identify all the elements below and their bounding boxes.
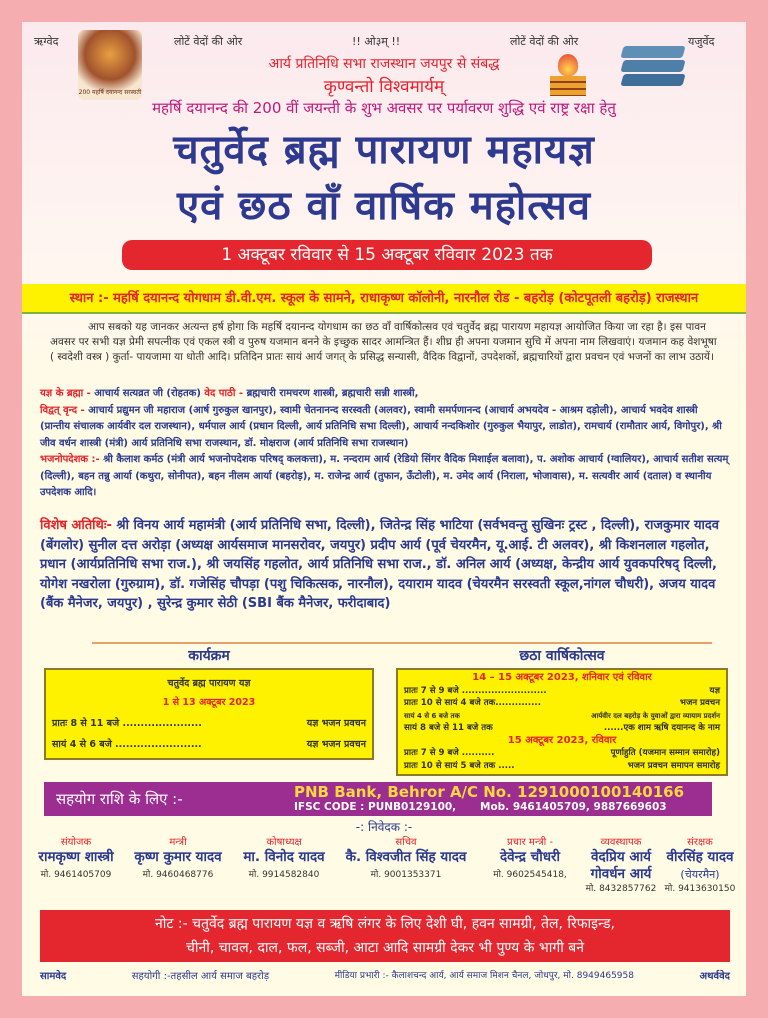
row-event: यज्ञ (709, 685, 720, 696)
donation-note (40, 910, 730, 962)
program-title: चतुर्वेद ब्रह्म पारायण यज्ञ (167, 678, 251, 689)
bank-details (44, 782, 712, 816)
row-time: प्रातः 7 से 9 बजे .......................... (404, 685, 547, 696)
venue: स्थान :- महर्षि दयानन्द योगधाम डी.वी.एम. स्कूल के सामने, राधाकृष्ण कॉलोनी, नारनौल रोड - बहरोड़ (कोटपूतली बहरोड़) राजस्थान (22, 284, 746, 314)
committee (40, 386, 730, 502)
organizer-phone: मो. 9461405709 (40, 870, 112, 880)
samaveda-label: सामवेद (40, 971, 67, 982)
atharvaveda-label: अथर्ववेद (699, 971, 730, 982)
festival-day1: 14 – 15 अक्टूबर 2023, शनिवार एवं रविवार (472, 672, 652, 683)
organizer-role: संयोजक (60, 837, 92, 848)
bank-label: सहयोग राशि के लिए :- (56, 790, 183, 808)
organizer-name: वेदप्रिय आर्य (590, 849, 651, 865)
organizer (584, 836, 658, 895)
program-row (46, 737, 372, 750)
organizer-role: प्रचार मन्त्री - (506, 837, 554, 848)
divider (92, 642, 712, 644)
festival-row (398, 722, 726, 735)
organizer (128, 836, 228, 881)
special-guests (40, 516, 730, 614)
festival-row (398, 697, 726, 710)
affiliation: आर्य प्रतिनिधि सभा राजस्थान जयपुर से संबद्ध (268, 56, 500, 72)
title-line-1: चतुर्वेद ब्रह्म पारायण महायज्ञ (173, 127, 595, 173)
rigveda-label: ऋग्वेद (34, 35, 59, 48)
festival-row (398, 685, 726, 698)
program-heading: कार्यक्रम (188, 648, 230, 664)
guests-list: श्री विनय आर्य महामंत्री (आर्य प्रतिनिधि सभा, दिल्ली), जितेन्द्र सिंह भाटिया (सर्वभवन्तु सुखिनः ट्रस्ट , दिल्ली), राजकुमार यादव (बेंगलोर) सुनील दत्त अरोड़ा (अध्यक्ष आर्यसमाज मानसरोवर, जयपुर) प्रदीप आर्य (पूर्व चेयरमैन, यू.आई. टी अलवर), श्री किशनलाल गहलोत, प्रधान (आर्यप्रतिनिधि सभा राज.), श्री जयसिंह गहलोत, आर्य प्रतिनिधि सभा राज., डॉ. अनिल आर्य (अध्यक्ष, केन्द्रीय आर्य युवकपरिषद् दिल्ली, योगेश नखरोला (गुरुग्राम), डॉ. गजेसिंह चौपड़ा (पशु चिकित्सक, नारनौल), दयाराम यादव (चेयरमैन सरस्वती स्कूल,नांगल चौधरी), अजय यादव (बैंक मैनेजर, जयपुर) , सुरेन्द्र कुमार सेठी (SBI बैंक मैनेजर, फरीदाबाद) (40, 518, 719, 611)
row-event: भजन प्रवचन (679, 698, 720, 708)
scholars-label: विद्वत् वृन्द - (40, 404, 85, 416)
ifsc-code: IFSC CODE : PUNB0129100, (294, 801, 457, 813)
organizer (480, 836, 580, 881)
sponsor: सहयोगी :-तहसील आर्य समाज बहरोड़ (131, 971, 270, 982)
vedpathi: ब्रह्मचारी रामचरण शास्त्री, ब्रह्मचारी सन्नी शास्त्री, (246, 388, 419, 399)
row-event: आर्यवीर दल बहरोड़ के युवाओं द्वारा व्यायाम प्रदर्शन (591, 711, 720, 720)
program-dates: 1 से 13 अक्टूबर 2023 (162, 697, 256, 708)
festival-day2: 15 अक्टूबर 2023, रविवार (507, 734, 617, 746)
bank-account: PNB Bank, Behror A/C No. 1291000100140166 (294, 783, 685, 801)
row-time: सायं 4 से 6 बजे ........................ (52, 739, 202, 750)
motto: कृण्वन्तो विश्वमार्यम् (323, 77, 445, 97)
row-event: यज्ञ भजन प्रवचन (306, 718, 366, 729)
nivedak-heading: -: निवेदक :- (355, 820, 413, 834)
program-row (46, 716, 372, 729)
row-time: सायं 8 बजे से 11 बजे तक (404, 723, 493, 733)
footer (40, 968, 730, 982)
bank-mobile: Mob. 9461405709, 9887669603 (480, 801, 667, 813)
singers-label: भजनोपदेशक :- (40, 454, 100, 465)
organizer (30, 836, 122, 881)
organizer-phone: मो. 9460468776 (142, 870, 214, 880)
organizer (234, 836, 334, 881)
organizer-phone: मो. 9602545418, (493, 870, 567, 880)
date-range: 1 अक्टूबर रविवार से 15 अक्टूबर रविवार 2023 तक (122, 240, 652, 270)
festival-box (396, 668, 728, 776)
scholars: आचार्य प्रद्युमन जी महाराज (आर्ष गुरुकुल खानपुर), स्वामी चेतनानन्द सरस्वती (अलवर), स्वामी समर्पणानन्द (आचार्य अभयदेव - आश्रम दड़ोली), आचार्य भवदेव शास्त्री (प्रान्तीय संचालक आर्यवीर दल राजस्थान), धर्मपाल आर्य (प्रधान दिल्ली, आर्य प्रतिनिधि सभा दिल्ली), आचार्य नन्दकिशोर (गुरुकुल भैयापुर, लाडोत), रामचार्य (रामौतार आर्य, विगोपुर), श्री जीव वर्धन शास्त्री (मंत्री) आर्य प्रतिनिधि सभा राजस्थान, डॉ. मोक्षराज (आर्य प्रतिनिधि सभा राजस्थान) (40, 404, 722, 449)
media-contact: मीडिया प्रभारी :- कैलाशचन्द आर्य, आर्य समाज मिशन चैनल, जोधपुर, मो. 8949465958 (334, 971, 634, 981)
yajurveda-label: यजुर्वेद (688, 35, 715, 48)
row-event: यज्ञ भजन प्रवचन (306, 739, 366, 750)
return-to-vedas-right: लोटें वेदों की ओर (510, 35, 579, 48)
brahma-label: यज्ञ के ब्रह्मा - (40, 388, 91, 399)
organizer-name: कै. विश्वजीत सिंह यादव (345, 849, 467, 865)
organizer-title: (चेयरमैन) (680, 868, 720, 881)
organizer-phone: मो. 9413630150 (664, 884, 736, 894)
program-section (44, 646, 374, 760)
row-event: पूर्णाहुति (यजमान सम्मान समारोह) (610, 748, 720, 758)
organizer-role: संरक्षक (687, 837, 713, 848)
logo-text: 200 महर्षि दयानन्द सरस्वती (78, 89, 142, 96)
festival-section (396, 646, 728, 776)
organizer-role: सचिव (395, 837, 417, 848)
return-to-vedas-left: लोटें वेदों की ओर (174, 35, 243, 48)
organizer-role: मन्त्री (169, 837, 187, 848)
organizer-name: देवेन्द्र चौधरी (499, 849, 561, 865)
row-time: प्रातः 10 से सायं 4 बजे तक.............. (404, 698, 541, 708)
festival-row (398, 710, 726, 723)
organizer-phone: मो. 9001353371 (370, 870, 442, 880)
organizer-role: व्यवस्थापक (600, 837, 642, 848)
occasion: महर्षि दयानन्द की 200 वीं जयन्ती के शुभ अवसर पर पर्यावरण शुद्धि एवं राष्ट्र रक्षा हेतु (152, 99, 616, 117)
om-label: !! ओ३म् !! (352, 35, 401, 48)
festival-row (398, 747, 726, 760)
row-time: प्रातः 8 से 11 बजे ...................... (52, 718, 202, 729)
organizer-name: कृष्ण कुमार यादव (134, 849, 222, 865)
festival-row (398, 760, 726, 773)
organizer-phone: मो. 9914582840 (248, 870, 320, 880)
note-line-2: चीनी, चावल, दाल, फल, सब्जी, आटा आदि सामग्री देकर भी पुण्य के भागी बने (185, 940, 585, 956)
guests-label: विशेष अतिथिः- (40, 518, 112, 533)
vedpathi-label: वेद पाठी - (204, 388, 244, 399)
organizer-name: वीरसिंह यादव (666, 849, 734, 865)
organizer-phone: मो. 8432857762 (585, 884, 657, 894)
singers: श्री कैलाश कर्मठ (मंत्री आर्य भजनोपदेशक परिषद् कलकत्ता), म. नन्दराम आर्य (रेडियो सिंगर वैदिक मिशाईल बलावा), प. अशोक आचार्य (ग्वालियर), आचार्य सतीश सत्यम् (दिल्ली), बहन तन्नु आर्या (कथुरा, सोनीपत), बहन नीलम आर्या (बहरोड़), म. राजेन्द्र आर्य (तुफान, ऊँटोली), म. उमेद आर्य (निराला, भोजावास), म. सत्यवीर आर्य (दताल) व स्थानीय उपदेशक आदि। (40, 454, 729, 498)
row-time: सायं 4 से 6 बजे तक (404, 711, 460, 720)
organizer-name: मा. विनोद यादव (243, 849, 325, 865)
organizer (338, 836, 474, 881)
organizer-name-2: गोवर्धन आर्य (590, 866, 652, 882)
organizer-role: कोषाध्यक्ष (266, 837, 302, 848)
poster (22, 22, 746, 996)
program-box (44, 668, 374, 760)
organizer (660, 836, 740, 895)
organizer-name: रामकृष्ण शास्त्री (38, 849, 114, 865)
row-time: प्रातः 10 से सायं 5 बजे तक ..... (404, 760, 515, 771)
note-line-1: नोट :- चतुर्वेद ब्रह्म पारायण यज्ञ व ऋषि लंगर के लिए देशी घी, हवन सामग्री, तेल, रिफाइन्ड, (154, 916, 615, 932)
brahma: आचार्य सत्यव्रत जी (रोहतक) (94, 388, 201, 399)
intro-paragraph: आप सबको यह जानकर अत्यन्त हर्ष होगा कि महर्षि दयानन्द योगधाम का छठ वाँ वार्षिकोत्सव एवं चतुर्वेद ब्रह्म पारायण महायज्ञ आयोजित किया जा रहा है। इस पावन अवसर पर सभी यज्ञ प्रेमी सपत्नीक एवं एकल स्त्री व पुरुष यजमान बनने के इच्छुक सादर आमन्त्रित हैं। शीघ्र ही अपना यजमान सुचि में अपना नाम लिखवाएं। यजमान कह वेशभूषा ( स्वदेशी वस्त्र ) कुर्ता- पायजामा या धोती आदि। प्रतिदिन प्रातः सायं आर्य जगत् के प्रसिद्ध सन्यासी, वैदिक विद्वानों, उपदेशकों, ब्रह्मचारियों द्वारा प्रवचन एवं भजनों का लाभ उठायें। (50, 321, 717, 363)
title-line-2: एवं छठ वाँ वार्षिक महोत्सव (177, 183, 591, 229)
row-event: ......एक शाम ऋषि दयानन्द के नाम (603, 723, 720, 733)
row-event: भजन प्रवचन समापन समारोह (627, 760, 720, 771)
row-time: प्रातः 7 से 9 बजे .......... (404, 748, 495, 758)
festival-heading: छठा वार्षिकोत्सव (519, 648, 605, 664)
